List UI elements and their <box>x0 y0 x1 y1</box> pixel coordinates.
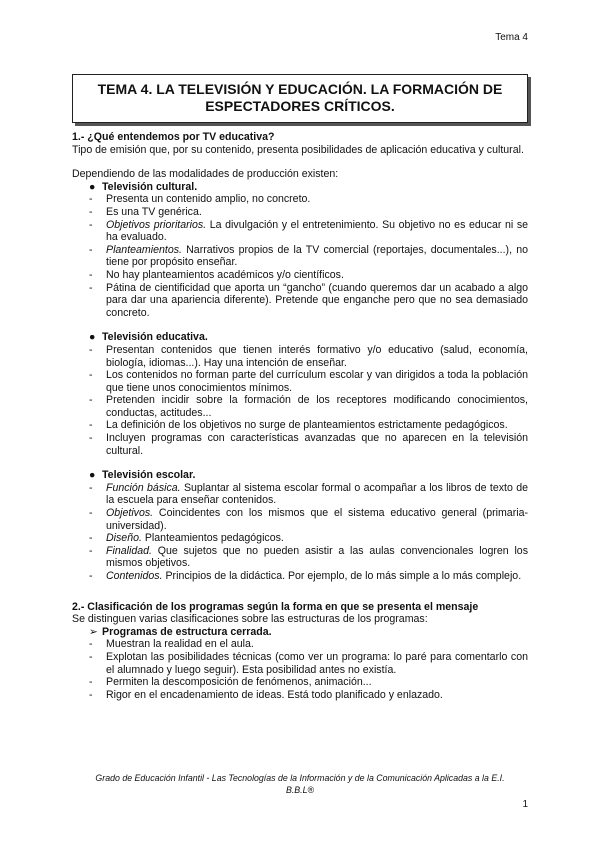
dash-marker: - <box>89 676 93 689</box>
list-item-body: Permiten la descomposición de fenómenos, animación... <box>106 676 372 689</box>
dash-marker: - <box>89 281 93 294</box>
list-item-body: No hay planteamientos académicos y/o científicos. <box>106 268 344 281</box>
list-item-emphasis: Objetivos prioritarios. <box>106 218 207 231</box>
list-heading-text: Televisión educativa. <box>102 331 208 344</box>
list-item-text <box>106 532 528 545</box>
list-item-body: Los contenidos no forman parte del currículum escolar y van dirigidos a toda la población que tiene unos conocimientos mínimos. <box>106 369 528 394</box>
list-item <box>72 219 528 244</box>
list-item-body: Narrativos propios de la TV comercial (reportajes, documentales...), no tiene por propósito enseñar. <box>106 243 528 269</box>
list-item <box>72 193 528 206</box>
section-2-intro: Se distinguen varias clasificaciones sobre las estructuras de los programas: <box>72 613 428 626</box>
list-item-body: Pátina de cientificidad que aporta un “gancho” (cuando queremos dar un acabado a algo para dar una apariencia diferente). Pretende que enganche pero que no sea demasiado concreto. <box>106 281 528 319</box>
list-item-body: Coincidentes con los mismos que el sistema educativo general (primaria-universidad). <box>106 507 528 532</box>
list-item-body: Rigor en el encadenamiento de ideas. Está todo planificado y enlazado. <box>106 688 443 701</box>
list-item-text <box>106 676 528 689</box>
list-item-text <box>106 369 528 394</box>
list-item-text <box>106 545 528 570</box>
list-item <box>72 269 528 282</box>
section-1-intro: Dependiendo de las modalidades de producción existen: <box>72 168 339 181</box>
bullet-marker: ● <box>89 469 96 482</box>
list-item-body: Planteamientos pedagógicos. <box>141 532 284 545</box>
list-item-text <box>106 269 528 282</box>
list-item <box>72 482 528 507</box>
list-item-text <box>106 507 528 532</box>
list-item-text <box>106 244 528 269</box>
section-1-heading: 1.- ¿Qué entendemos por TV educativa? <box>72 131 275 143</box>
list-item-body: La definición de los objetivos no surge de planteamientos estrictamente pedagógicos. <box>106 419 508 432</box>
dash-marker: - <box>89 688 93 701</box>
dash-marker: - <box>89 243 93 256</box>
bullet-marker: ● <box>89 180 96 193</box>
dash-marker: - <box>89 369 93 382</box>
section-2-heading: 2.- Clasificación de los programas según la forma en que se presenta el mensaje <box>72 600 479 613</box>
list-heading-text: Televisión escolar. <box>102 469 196 482</box>
running-header: Tema 4 <box>495 32 528 43</box>
list-item-body: Explotan las posibilidades técnicas (como ver un programa: lo paré para comentarlo con el alumnado y luego seguir). Esta posibilidad antes no existía. <box>106 650 528 676</box>
list-item-body: Presenta un contenido amplio, no concreto. <box>106 193 311 206</box>
list-item <box>72 638 528 651</box>
list-heading <box>72 181 528 194</box>
list-item <box>72 545 528 570</box>
dash-marker: - <box>89 507 93 520</box>
list-item-body: Principios de la didáctica. Por ejemplo, de lo más simple a lo más complejo. <box>162 570 522 582</box>
footer-course-line: Grado de Educación Infantil - Las Tecnologías de la Información y de la Comunicación Aplicadas a la E.I. <box>95 773 505 783</box>
list-item <box>72 651 528 676</box>
section-1-definition: Tipo de emisión que, por su contenido, presenta posibilidades de aplicación educativa y cultural. <box>72 143 524 156</box>
list-item <box>72 369 528 394</box>
list-item-body: Es una TV genérica. <box>106 205 202 218</box>
document-body <box>72 131 528 701</box>
list-item-emphasis: Planteamientos. <box>106 243 182 256</box>
list-item-text <box>106 219 528 244</box>
list-item <box>72 507 528 532</box>
list-item-body: Suplantar al sistema escolar formal o acompañar a los libros de texto de la escuela para enseñar contenidos. <box>106 481 528 507</box>
list-item-emphasis: Contenidos. <box>106 570 163 582</box>
dash-marker: - <box>89 218 93 231</box>
list-item-text <box>106 419 528 432</box>
dash-marker: - <box>89 532 93 545</box>
section-2-group <box>72 626 528 702</box>
list-item-text <box>106 206 528 219</box>
list-item <box>72 394 528 419</box>
list-heading <box>72 469 528 482</box>
list-heading <box>72 331 528 344</box>
list-heading-text: Programas de estructura cerrada. <box>102 625 272 638</box>
list-item-body: Presentan contenidos que tienen interés formativo y/o educativo (salud, economía, biología, idiomas...). Hay una intención de enseñar. <box>106 343 528 369</box>
list-item-body: Muestran la realidad en el aula. <box>106 638 254 651</box>
list-item <box>72 689 528 702</box>
list-item <box>72 344 528 369</box>
list-item-text <box>106 570 528 583</box>
list-item-body: Incluyen programas con características avanzadas que no aparecen en la televisión cultural. <box>106 432 528 457</box>
list-heading-text: Televisión cultural. <box>102 180 198 193</box>
list-item-text <box>106 651 528 676</box>
list-item-emphasis: Objetivos. <box>106 507 154 520</box>
dash-marker: - <box>89 394 93 407</box>
bullet-marker: ● <box>89 331 96 344</box>
list-item-body: Que sujetos que no pueden asistir a las aulas convencionales logren los mismos objetivos. <box>106 544 528 570</box>
list-item-body: Pretenden incidir sobre la formación de los receptores modificando conocimientos, conductas, actitudes... <box>106 394 528 419</box>
dash-marker: - <box>89 268 93 281</box>
footer-author: B.B.L® <box>286 785 314 795</box>
list-item <box>72 244 528 269</box>
list-item <box>72 419 528 432</box>
chapter-title-box <box>72 74 528 123</box>
page-footer <box>72 772 528 796</box>
dash-marker: - <box>89 544 93 557</box>
list-item-text <box>106 638 528 651</box>
list-item-text <box>106 282 528 320</box>
list-item-body: La divulgación y el entretenimiento. Su objetivo no es educar ni se ha evaluado. <box>106 218 529 244</box>
list-item <box>72 676 528 689</box>
dash-marker: - <box>89 432 93 445</box>
dash-marker: - <box>89 650 93 663</box>
list-item <box>72 532 528 545</box>
list-item-emphasis: Finalidad. <box>106 544 152 557</box>
page-number: 1 <box>522 799 528 810</box>
list-item-text <box>106 482 528 507</box>
list-item <box>72 570 528 583</box>
dash-marker: - <box>89 570 93 582</box>
dash-marker: - <box>89 205 93 218</box>
list-item-emphasis: Función básica. <box>106 481 181 494</box>
list-item <box>72 432 528 457</box>
list-item-emphasis: Diseño. <box>106 532 142 545</box>
list-item-text <box>106 432 528 457</box>
dash-marker: - <box>89 419 93 432</box>
list-item <box>72 282 528 320</box>
list-item-text <box>106 193 528 206</box>
chapter-title-line-1: TEMA 4. LA TELEVISIÓN Y EDUCACIÓN. LA FORMACIÓN DE <box>97 81 503 97</box>
dash-marker: - <box>89 638 93 651</box>
list-item <box>72 206 528 219</box>
list-item-text <box>106 344 528 369</box>
chapter-title-line-2: ESPECTADORES CRÍTICOS. <box>205 98 395 114</box>
list-heading <box>72 626 528 639</box>
dash-marker: - <box>89 343 93 356</box>
section-1-groups <box>72 181 528 583</box>
bullet-marker: ➢ <box>89 625 98 638</box>
dash-marker: - <box>89 193 93 206</box>
list-item-text <box>106 689 528 702</box>
dash-marker: - <box>89 481 93 494</box>
list-item-text <box>106 394 528 419</box>
